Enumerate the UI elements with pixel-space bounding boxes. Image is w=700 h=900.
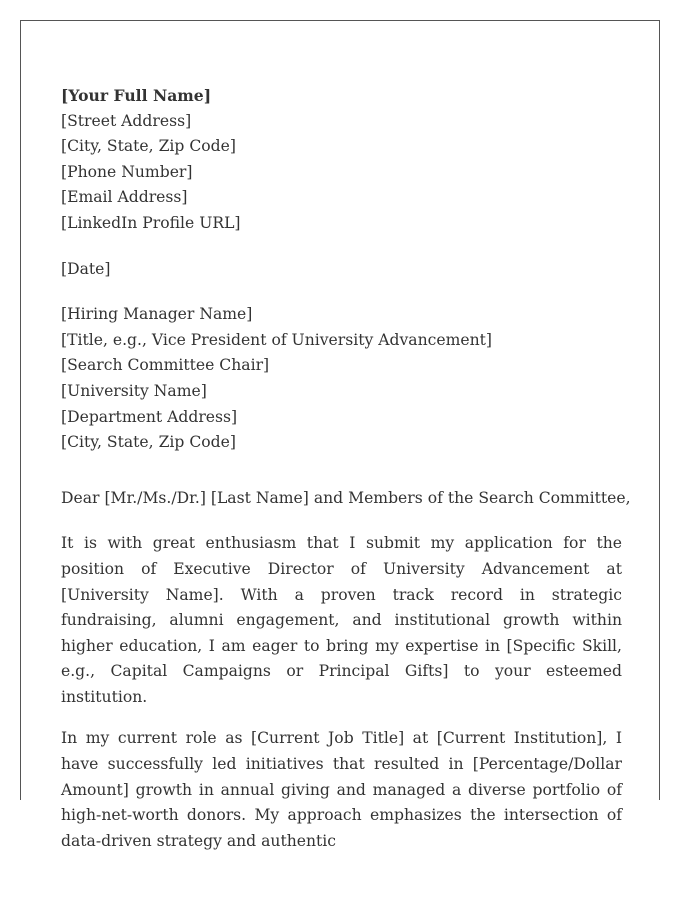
recipient-university: [University Name] (61, 381, 207, 400)
recipient-title: [Title, e.g., Vice President of University Advancement] (61, 330, 493, 349)
body-paragraph-1: It is with great enthusiasm that I submit my application for the position of Executive Director of University Advancement at [University Name]. With a proven track record in strategic fundraising, alumni engagement, and institutional growth within higher education, I am eager to bring my expertise in [Specific Skill, e.g., Capital Campaigns or Principal Gifts] to your esteemed institution. (61, 534, 622, 706)
recipient-department-address: [Department Address] (61, 407, 238, 426)
sender-email: [Email Address] (61, 188, 188, 207)
sender-linkedin: [LinkedIn Profile URL] (61, 213, 241, 232)
sender-name: [Your Full Name] (61, 86, 212, 105)
recipient-committee-chair: [Search Committee Chair] (61, 356, 270, 375)
body-paragraph-2: In my current role as [Current Job Title] at [Current Institution], I have successfully led initiatives that resulted in [Percentage/Dollar Amount] growth in annual giving and managed a diverse portfolio of high-net-worth donors. My approach emphasizes the intersection of data-driven strategy and authentic (61, 729, 622, 850)
salutation: Dear [Mr./Ms./Dr.] [Last Name] and Members of the Search Committee, (61, 488, 631, 507)
letter-content (61, 83, 631, 854)
sender-city-state-zip: [City, State, Zip Code] (61, 137, 236, 156)
recipient-manager-name: [Hiring Manager Name] (61, 305, 253, 324)
letter-date: [Date] (61, 259, 111, 278)
recipient-block (61, 302, 622, 456)
sender-phone: [Phone Number] (61, 162, 193, 181)
salutation-block (61, 486, 631, 512)
date-block (61, 257, 622, 283)
sender-block (61, 83, 622, 237)
recipient-city-state-zip: [City, State, Zip Code] (61, 433, 236, 452)
sender-street: [Street Address] (61, 111, 192, 130)
letter-page (20, 20, 660, 850)
